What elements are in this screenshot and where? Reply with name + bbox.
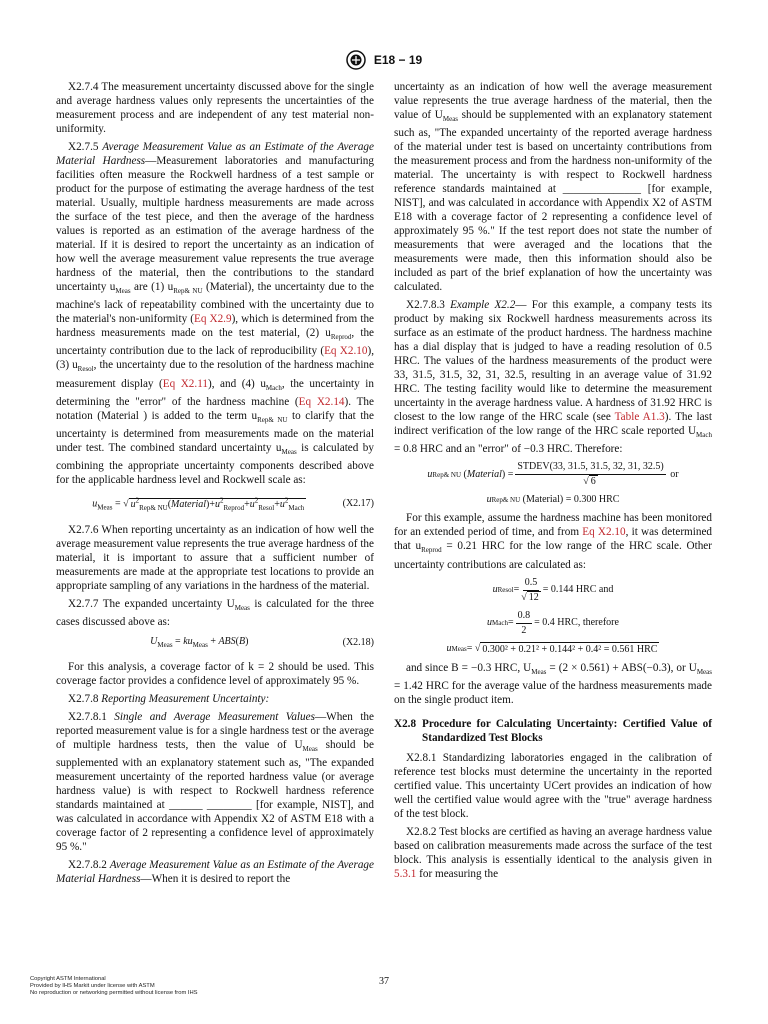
copyright-footer: Copyright ASTM International Provided by IHS Markit under license with ASTM No reproduction or networking permitted without license from IHS <box>30 976 198 996</box>
para-reprod: For this example, assume the hardness machine has been monitored for an extended period of time, and from Eq X2.10, it was determined that $u_{Reprod} = 0.21$ HRC for the low range of the HRC scale. Other uncertainty contributions are calculated as: <box>394 512 713 571</box>
link-eq-x2-10[interactable]: Eq X2.10 <box>582 526 626 539</box>
link-table-a1-3[interactable]: Table A1.3 <box>614 411 665 424</box>
link-eq-x2-9[interactable]: Eq X2.9 <box>194 313 232 326</box>
equation-number: (X2.18) <box>342 637 374 649</box>
para-x2-7-5: X2.7.5 Average Measurement Value as an Estimate of the Average Material Hardness—Measurement laboratories and manufacturing facilities often measure the Rockwell hardness of a test sample or product for the purpose of estimating the average hardness of the test material. Usually, multiple hardness measurements are made across the surface of the test piece, and then the average of the hardness values is reported as an estimation of the average hardness of the material. If it is desired to report the uncertainty as an indication of how well the average measurement value represents the true average hardness of the material, then the contributions to the standard uncertainty $u_{Meas}$ are (1) $u_{Rep\& NU}$ (Material), the uncertainty due to the machine's lack of repeatability combined with the uncertainty due to the material's non-uniformity (Eq X2.9), which is determined from the hardness measurements made on the test material, (2) $u_{Reprod}$, the uncertainty contribution due to the lack of reproducibility (Eq X2.10), (3) $u_{Resol}$, the uncertainty due to the resolution of the hardness machine measurement display (Eq X2.11), and (4) $u_{Mach}$, the uncertainty in determining the "error" of the hardness machine (Eq X2.14). The notation (Material ) is added to the term $u_{Rep\& NU}$ to clarify that the uncertainty is determined from measurements made on the material under test. The combined standard uncertainty $u_{Meas}$ is calculated by combining the appropriate uncertainty components described above for the applicable hardness level and Rockwell scale as: <box>56 141 375 487</box>
equation-resol: u Resol = $\frac{0.5}{√ 12}$ = 0.144 HRC and <box>492 576 614 603</box>
equation-x2-18: $U_{Meas} = ku_{Meas} + ABS(B)$ (X2.18) <box>150 635 374 649</box>
section-heading-x2-8: X2.8 Procedure for Calculating Uncertainty: Certified Value of Standardized Test Blocks <box>394 717 712 744</box>
equation-number: (X2.17) <box>342 498 374 510</box>
para-x2-8-1: X2.8.1 Standardizing laboratories engaged in the calibration of reference test blocks must determine the uncertainty in the reported certified value. This uncertainty UCert provides an indication of how well the certified value would agree with the "true" average hardness of the test block. <box>394 751 712 820</box>
para-x2-8-2: X2.8.2 Test blocks are certified as having an average hardness value based on calibration measurements made across the surface of the test block. This analysis is essentially identical to the analysis given in 5.3.1 for measuring the <box>394 825 712 880</box>
astm-logo-icon <box>346 50 366 70</box>
para-x2-7-8-1: X2.7.8.1 Single and Average Measurement Values—When the reported measurement value is for a single hardness test or the average of multiple hardness tests, then the value of $U_{Meas}$ should be supplemented with an explanatory statement such as, "The expanded measurement uncertainty of the reported hardness value (or average hardness value) is with respect to Rockwell hardness reference standards maintained at ______ ________ [for example, NIST], and was calculated in accordance with Appendix X2 of ASTM E18 with a coverage factor of 2 representing a confidence level of approximately 95 %." <box>56 710 374 854</box>
left-column <box>56 80 374 890</box>
link-eq-x2-14[interactable]: Eq X2.14 <box>298 395 345 408</box>
equation-x2-17: $u_{Meas}$ = √ $u^2_{Rep\& NU}(Material)+u^2_{Reprod}+u^2_{Resol}+u^2_{Mach}$ (X2.17) <box>92 496 374 512</box>
para-x2-7-7: X2.7.7 The expanded uncertainty $U_{Meas}$ is calculated for the three cases discussed above as: <box>56 597 375 628</box>
right-column <box>394 80 712 885</box>
para-x2-7-8-2: X2.7.8.2 Average Measurement Value as an Estimate of the Average Material Hardness—When it is desired to report the <box>56 859 374 886</box>
link-eq-x2-10[interactable]: Eq X2.10 <box>324 345 368 358</box>
equation-mach: u Mach = $\frac{0.8}{2}$ = 0.4 HRC, therefore <box>487 609 619 636</box>
equation-rep-nu-result: u Rep& NU (Material) = 0.300 HRC <box>486 494 620 506</box>
para-x2-7-8-3: X2.7.8.3 Example X2.2— For this example, a company tests its product by making six Rockwell hardness measurements across its surface as an estimate of the product hardness. The hardness machine has a dial display that is judged to have a reading resolution of 0.5 HRC. The values of the hardness measurements of the product were 33, 31.5, 31.5, 32, 31, 32.5, resulting in an average value of 31.92 HRC. The testing facility would like to determine the measurement uncertainty in the average hardness value. A hardness of 31.92 HRC is closest to the low range of the HRC scale (see Table A1.3). The last indirect verification of the low range of the HRC scale reported $U_{Mach} = 0.8$ HRC and an "error" of −0.3 HRC. Therefore: <box>394 299 712 456</box>
document-designation: E18 − 19 <box>373 53 423 67</box>
page-header <box>0 50 768 70</box>
link-section-5-3-1[interactable]: 5.3.1 <box>394 867 417 880</box>
link-eq-x2-11[interactable]: Eq X2.11 <box>162 377 208 390</box>
para-coverage-factor: For this analysis, a coverage factor of k = 2 should be used. This coverage factor provides a confidence level of approximately 95 %. <box>56 660 374 687</box>
para-x2-7-8: X2.7.8 Reporting Measurement Uncertainty: <box>68 692 270 705</box>
equation-rep-nu: u Rep& NU ( Material ) = $\frac{\text{STDEV(33, 31.5, 31.5, 32, 31, 32.5)}}{√ 6}$ or <box>427 461 679 488</box>
para-x2-7-4: X2.7.4 The measurement uncertainty discussed above for the single and average hardness values only represents the uncertainties of the measurement process and are independent of any test material non-uniformity. <box>56 81 374 135</box>
para-expanded-result: and since B = −0.3 HRC, $U_{Meas} = (2 \times 0.561) + ABS(-0.3)$, or $U_{Meas} = 1.42$ HRC for the average value of the hardness measurements made on the single product item. <box>394 661 712 706</box>
page-number: 37 <box>379 976 389 987</box>
equation-meas: u Meas = √ 0.300² + 0.21² + 0.144² + 0.4² = 0.561 HRC <box>446 643 658 655</box>
para-x2-7-6: X2.7.6 When reporting uncertainty as an indication of how well the average measurement value represents the true average hardness of the material, it is important to assure that a sufficient number of measurements are made at the appropriate test locations to provide an appropriate sampling of any variations in the hardness of the material. <box>56 523 374 592</box>
para-continued: uncertainty as an indication of how well the average measurement value represents the true average hardness of the material, then the value of $U_{Meas}$ should be supplemented with an explanatory statement such as, "The expanded uncertainty of the reported average hardness of the material under test is based on uncertainty contributions from the measurement process and from the hardness non-uniformity of the material. The uncertainty is with respect to Rockwell hardness reference standards maintained at ______________ [for example, NIST], and was calculated in accordance with Appendix X2 of ASTM E18 with a coverage factor of 2 representing a confidence level of approximately 95 %." If the test report does not state the number of measurements that were averaged and the locations that the measurements were made, then this information should also be included as part of the brief explanation of how the uncertainty was calculated. <box>394 81 712 294</box>
